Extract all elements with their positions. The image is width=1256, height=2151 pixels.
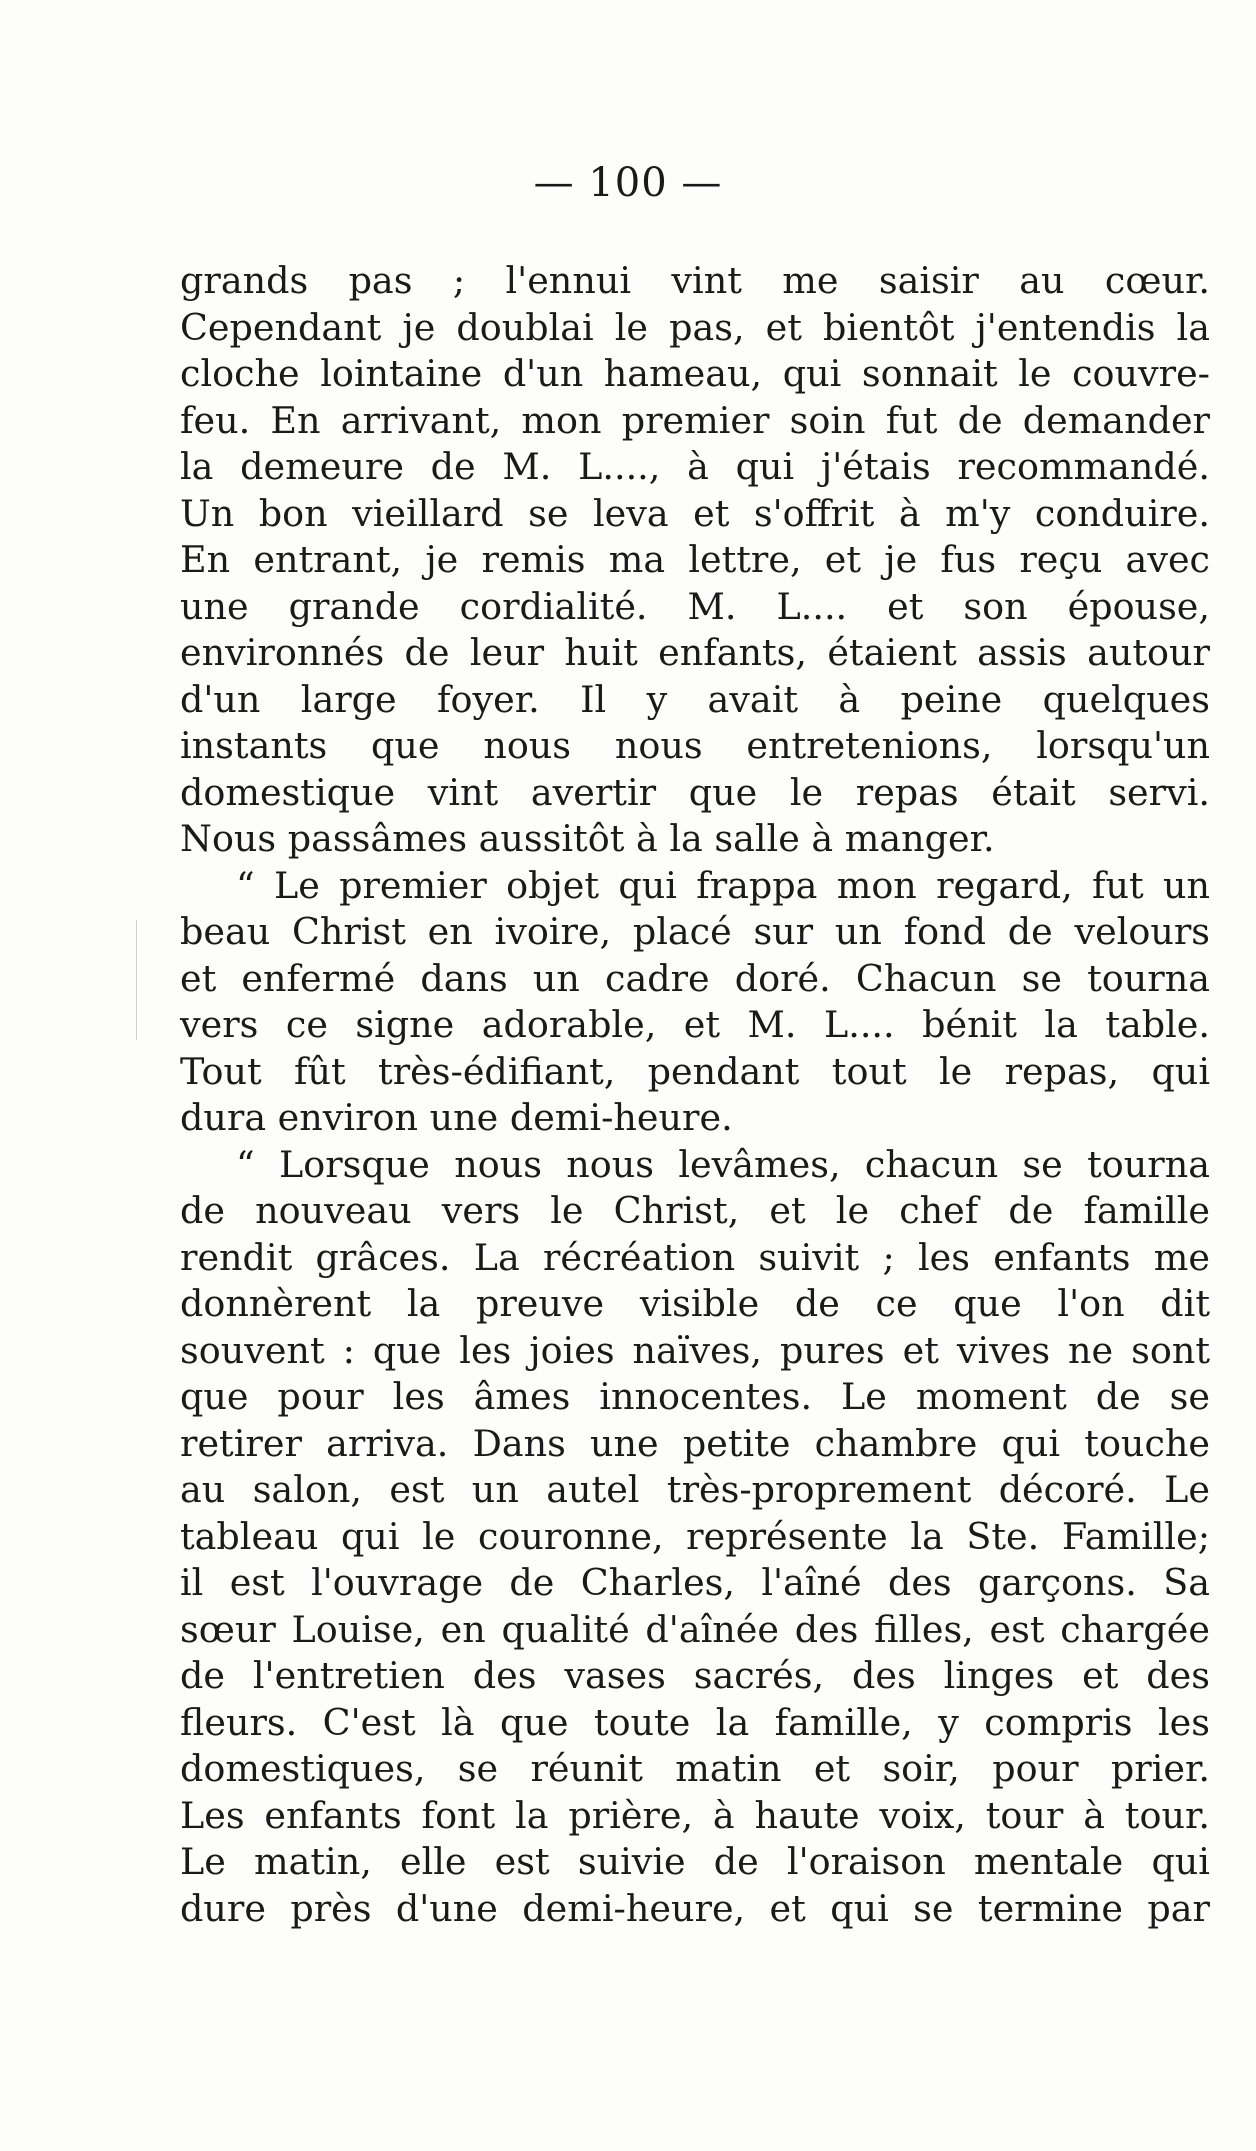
text-line: donnèrent la preuve visible de ce que l'on dit <box>180 1282 1210 1325</box>
text-line: fleurs. C'est là que toute la famille, y compris les <box>180 1700 1210 1744</box>
text-line: Nous passâmes aussitôt à la salle à manger. <box>180 817 995 860</box>
text-line: cloche lointaine d'un hameau, qui sonnait le couvre- <box>180 352 1210 395</box>
text-line: “ Le premier objet qui frappa mon regard, fut un <box>236 863 1210 907</box>
text-line: beau Christ en ivoire, placé sur un fond de velours <box>180 910 1210 953</box>
text-line: grands pas ; l'ennui vint me saisir au cœur. <box>180 259 1210 302</box>
text-line: de l'entretien des vases sacrés, des linges et des <box>180 1654 1210 1697</box>
text-line: Tout fût très-édifiant, pendant tout le repas, qui <box>180 1049 1210 1093</box>
text-line: environnés de leur huit enfants, étaient assis autour <box>180 631 1210 674</box>
text-line: que pour les âmes innocentes. Le moment de se <box>180 1375 1210 1418</box>
text-line: “ Lorsque nous nous levâmes, chacun se tourna <box>236 1142 1210 1186</box>
margin-mark <box>136 920 137 1040</box>
text-line: vers ce signe adorable, et M. L.... bénit la table. <box>180 1003 1210 1046</box>
text-line: et enfermé dans un cadre doré. Chacun se tourna <box>180 956 1210 1000</box>
text-line: Un bon vieillard se leva et s'offrit à m'y conduire. <box>180 491 1210 535</box>
text-line: tableau qui le couronne, représente la Ste. Famille; <box>180 1514 1210 1558</box>
text-line: domestique vint avertir que le repas était servi. <box>180 770 1210 814</box>
text-line: Les enfants font la prière, à haute voix, tour à tour. <box>180 1793 1210 1837</box>
text-line: de nouveau vers le Christ, et le chef de famille <box>180 1189 1210 1232</box>
text-line: feu. En arrivant, mon premier soin fut de demander <box>180 398 1210 442</box>
text-line: dura environ une demi-heure. <box>180 1096 733 1139</box>
text-line: En entrant, je remis ma lettre, et je fus reçu avec <box>180 538 1210 581</box>
text-line: d'un large foyer. Il y avait à peine quelques <box>180 677 1210 721</box>
text-line: Le matin, elle est suivie de l'oraison mentale qui <box>180 1840 1210 1883</box>
text-line: rendit grâces. La récréation suivit ; les enfants me <box>180 1235 1210 1279</box>
text-line: instants que nous nous entretenions, lorsqu'un <box>180 724 1210 767</box>
text-line: au salon, est un autel très-proprement décoré. Le <box>180 1468 1210 1511</box>
page-number: — 100 — <box>533 160 723 206</box>
text-line: dure près d'une demi-heure, et qui se termine par <box>180 1886 1210 1930</box>
text-line: la demeure de M. L...., à qui j'étais recommandé. <box>180 445 1210 488</box>
text-line: une grande cordialité. M. L.... et son épouse, <box>180 584 1210 628</box>
text-line: souvent : que les joies naïves, pures et vives ne sont <box>180 1328 1210 1372</box>
body-text <box>180 258 1210 1932</box>
text-line: il est l'ouvrage de Charles, l'aîné des garçons. Sa <box>180 1561 1210 1604</box>
text-line: domestiques, se réunit matin et soir, pour prier. <box>180 1747 1210 1790</box>
text-line: Cependant je doublai le pas, et bientôt j'entendis la <box>180 305 1210 349</box>
text-line: retirer arriva. Dans une petite chambre qui touche <box>180 1421 1210 1465</box>
text-line: sœur Louise, en qualité d'aînée des filles, est chargée <box>180 1607 1210 1651</box>
